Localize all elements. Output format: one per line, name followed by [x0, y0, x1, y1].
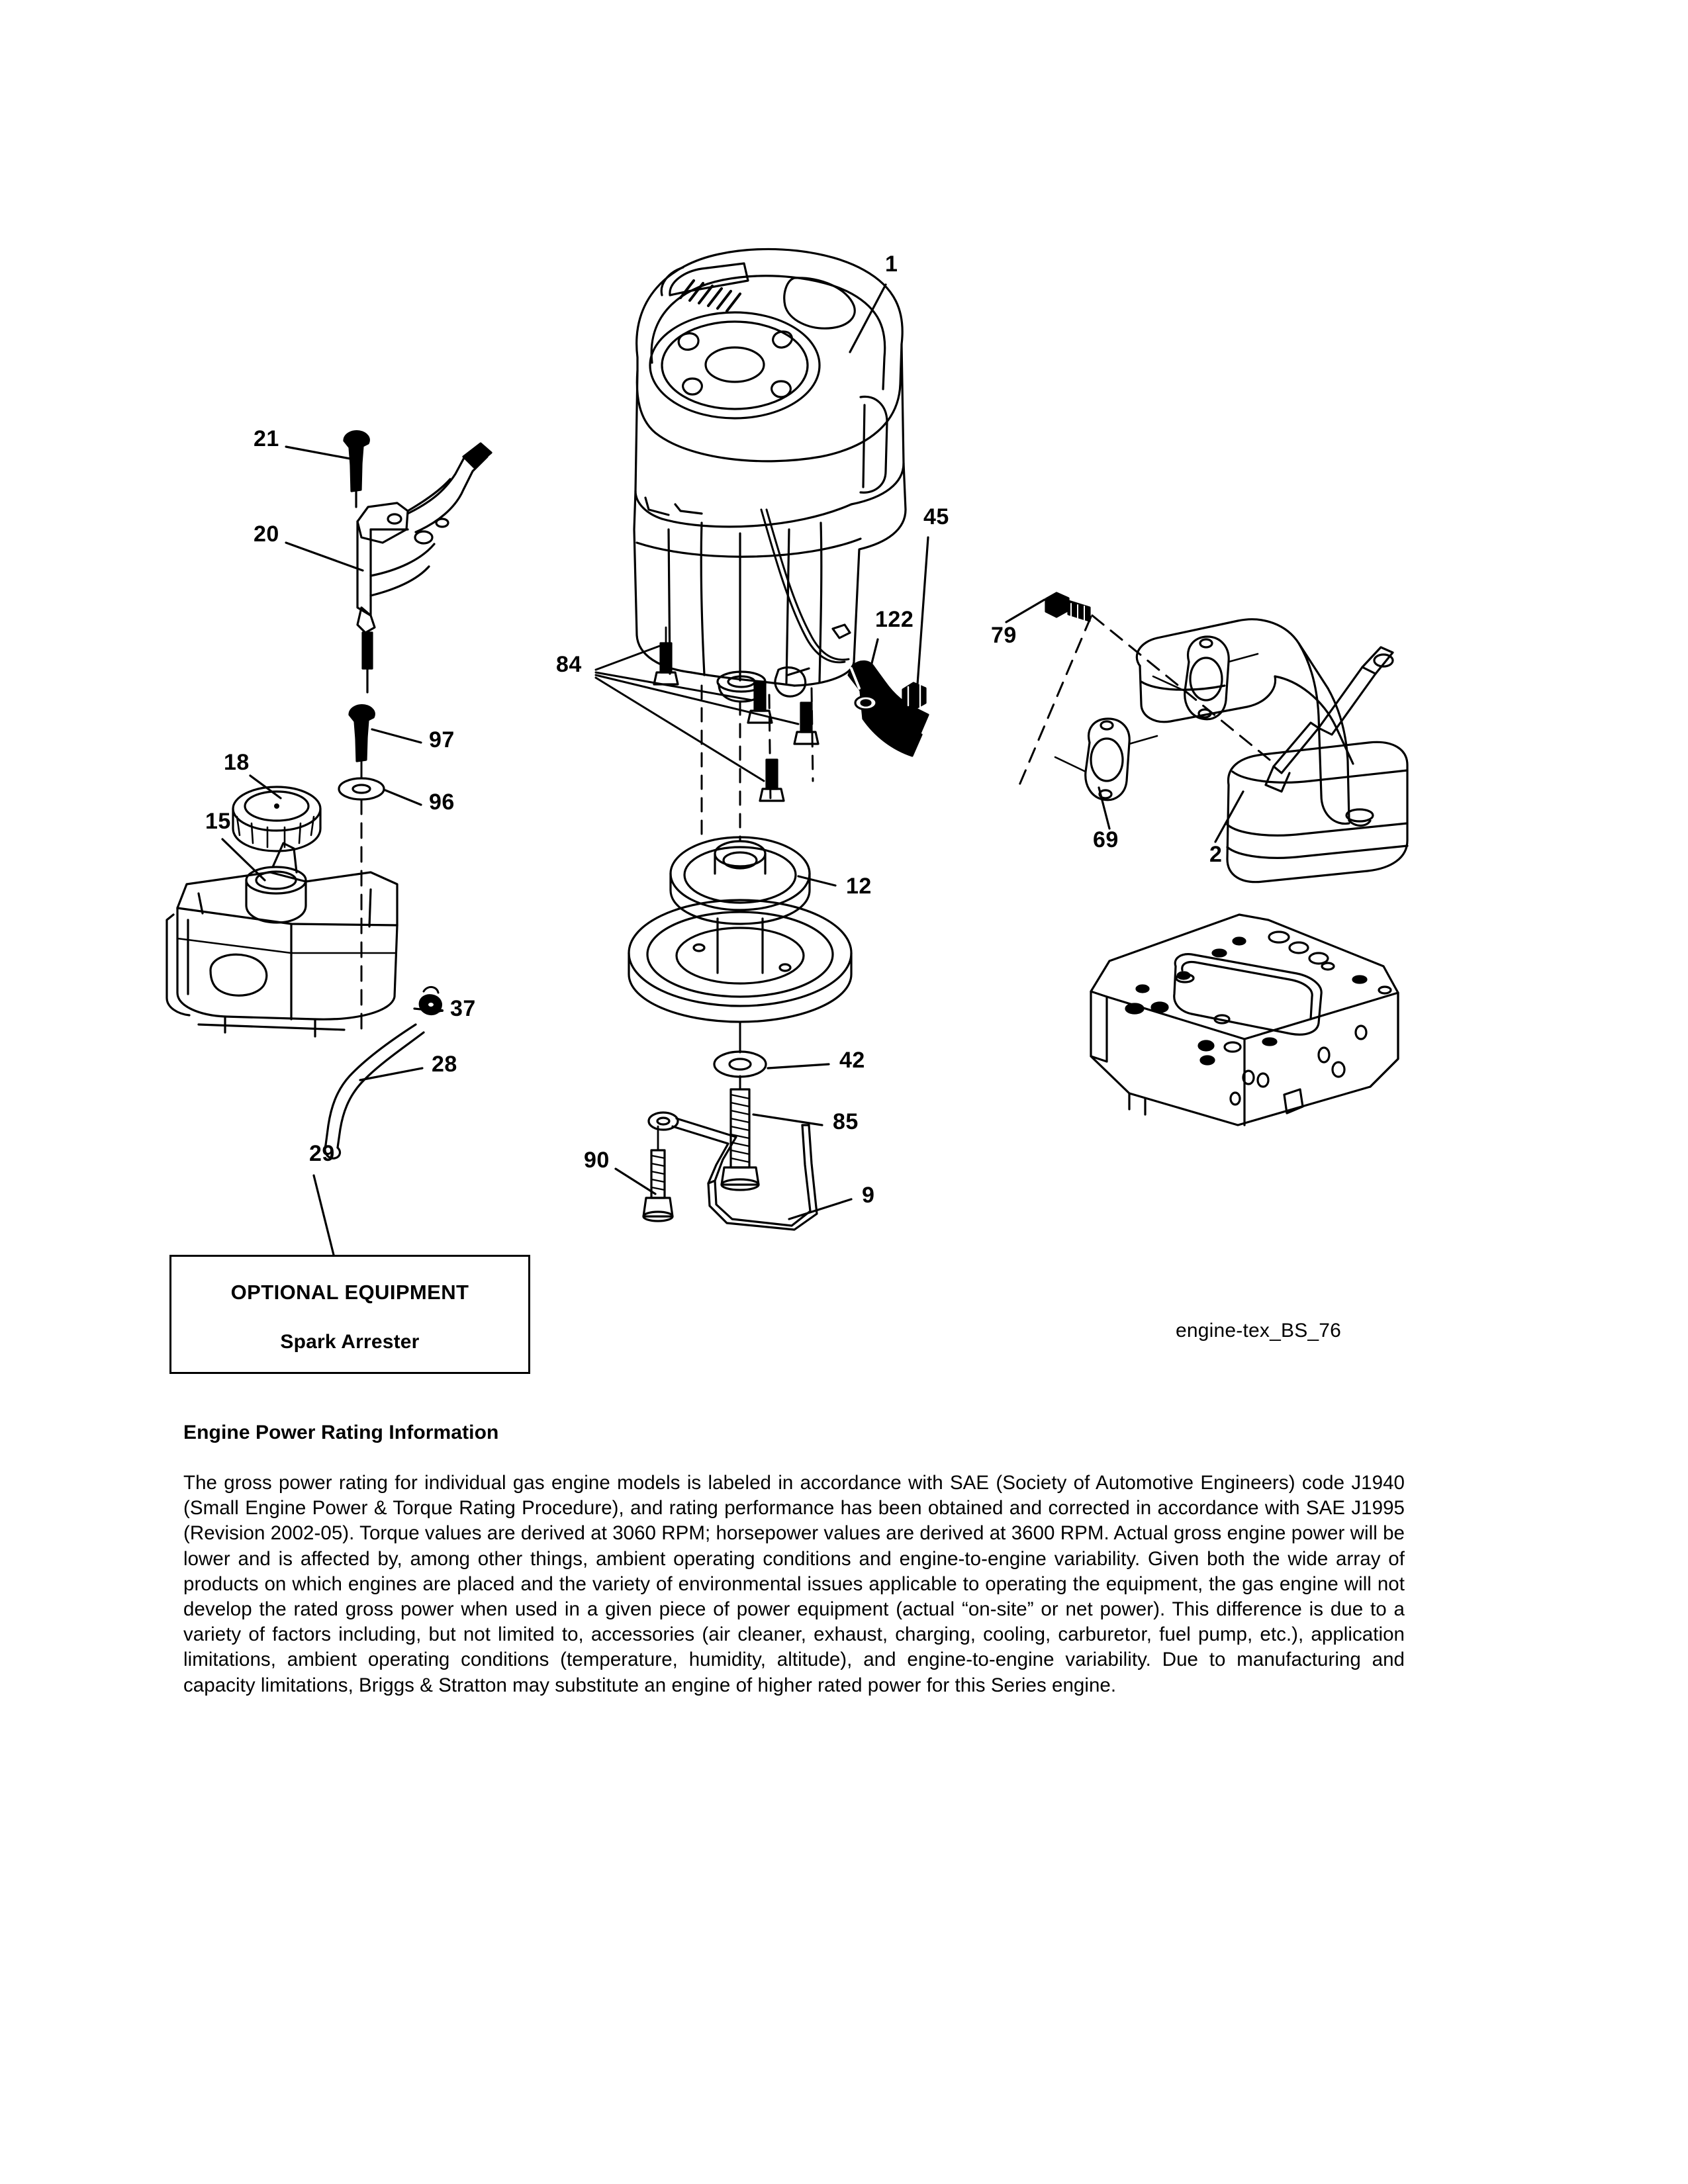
- optional-equipment-box: [169, 1255, 530, 1374]
- callout-45: 45: [923, 504, 949, 529]
- optional-equipment-title: OPTIONAL EQUIPMENT: [230, 1281, 469, 1304]
- callout-29: 29: [309, 1141, 335, 1166]
- engine-power-rating-section: [183, 1422, 1405, 1698]
- callout-69: 69: [1093, 827, 1119, 852]
- callout-96: 96: [429, 790, 455, 815]
- callout-90: 90: [584, 1148, 610, 1173]
- callout-20: 20: [254, 522, 279, 547]
- callout-122: 122: [875, 607, 914, 632]
- engine-pulley-drawing: [629, 837, 851, 1052]
- callout-28: 28: [432, 1052, 457, 1077]
- engine-assembly-drawing: [634, 249, 906, 702]
- callout-12: 12: [846, 874, 872, 899]
- engine-mount-plate-drawing: [1091, 915, 1398, 1125]
- callout-79: 79: [991, 623, 1017, 648]
- crankshaft-fastener-drawing: [714, 1052, 766, 1190]
- screw-90-drawing: [643, 1126, 673, 1221]
- muffler-assembly-drawing: [1019, 593, 1407, 882]
- callout-1: 1: [885, 251, 898, 277]
- callout-leader-lines: [222, 285, 1243, 1255]
- fuel-tank-drawing: [167, 787, 397, 1036]
- callout-37: 37: [450, 996, 476, 1021]
- callout-97: 97: [429, 727, 455, 752]
- pulley-keeper-rod-drawing: [649, 1113, 817, 1230]
- optional-equipment-subtitle: Spark Arrester: [280, 1331, 420, 1353]
- callout-2: 2: [1209, 842, 1223, 867]
- callout-18: 18: [224, 750, 250, 775]
- callout-9: 9: [862, 1183, 875, 1208]
- figure-caption: engine-tex_BS_76: [1176, 1320, 1342, 1342]
- engine-mounting-screws-drawing: [596, 627, 818, 841]
- throttle-control-drawing: [344, 432, 491, 692]
- callout-15: 15: [205, 809, 231, 834]
- fuel-tank-fastener-drawing: [339, 705, 384, 1032]
- section-paragraph: The gross power rating for individual gas engine models is labeled in accordance with SAE (Society of Automotive Engineers) code J1940 (Small Engine Power & Torque Rating Procedure), and rating performance has been obtained and corrected in accordance with SAE J1995 (Revision 2002-05). Torque values are derived at 3060 RPM; horsepower values are derived at 3600 RPM. Actual gross engine power will be lower and is affected by, among other things, ambient operating conditions and engine-to-engine variability. Given both the wide array of products on which engines are placed and the variety of environmental issues applicable to operating the equipment, the gas engine will not develop the rated gross power when used in a given piece of power equipment (actual “on-site” or net power). This difference is due to a variety of factors including, but not limited to, accessories (air cleaner, exhaust, charging, cooling, carburetor, fuel pump, etc.), application limitations, ambient operating conditions (temperature, humidity, altitude), and engine-to-engine variability. Due to manufacturing and capacity limitations, Briggs & Stratton may substitute an engine of higher rated power for this Series engine.: [183, 1472, 1405, 1696]
- section-heading: Engine Power Rating Information: [183, 1422, 499, 1443]
- callout-42: 42: [839, 1048, 865, 1073]
- callout-21: 21: [254, 426, 279, 451]
- fuel-hose-drawing: [325, 987, 441, 1158]
- callout-84: 84: [556, 652, 582, 677]
- callout-85: 85: [833, 1109, 859, 1134]
